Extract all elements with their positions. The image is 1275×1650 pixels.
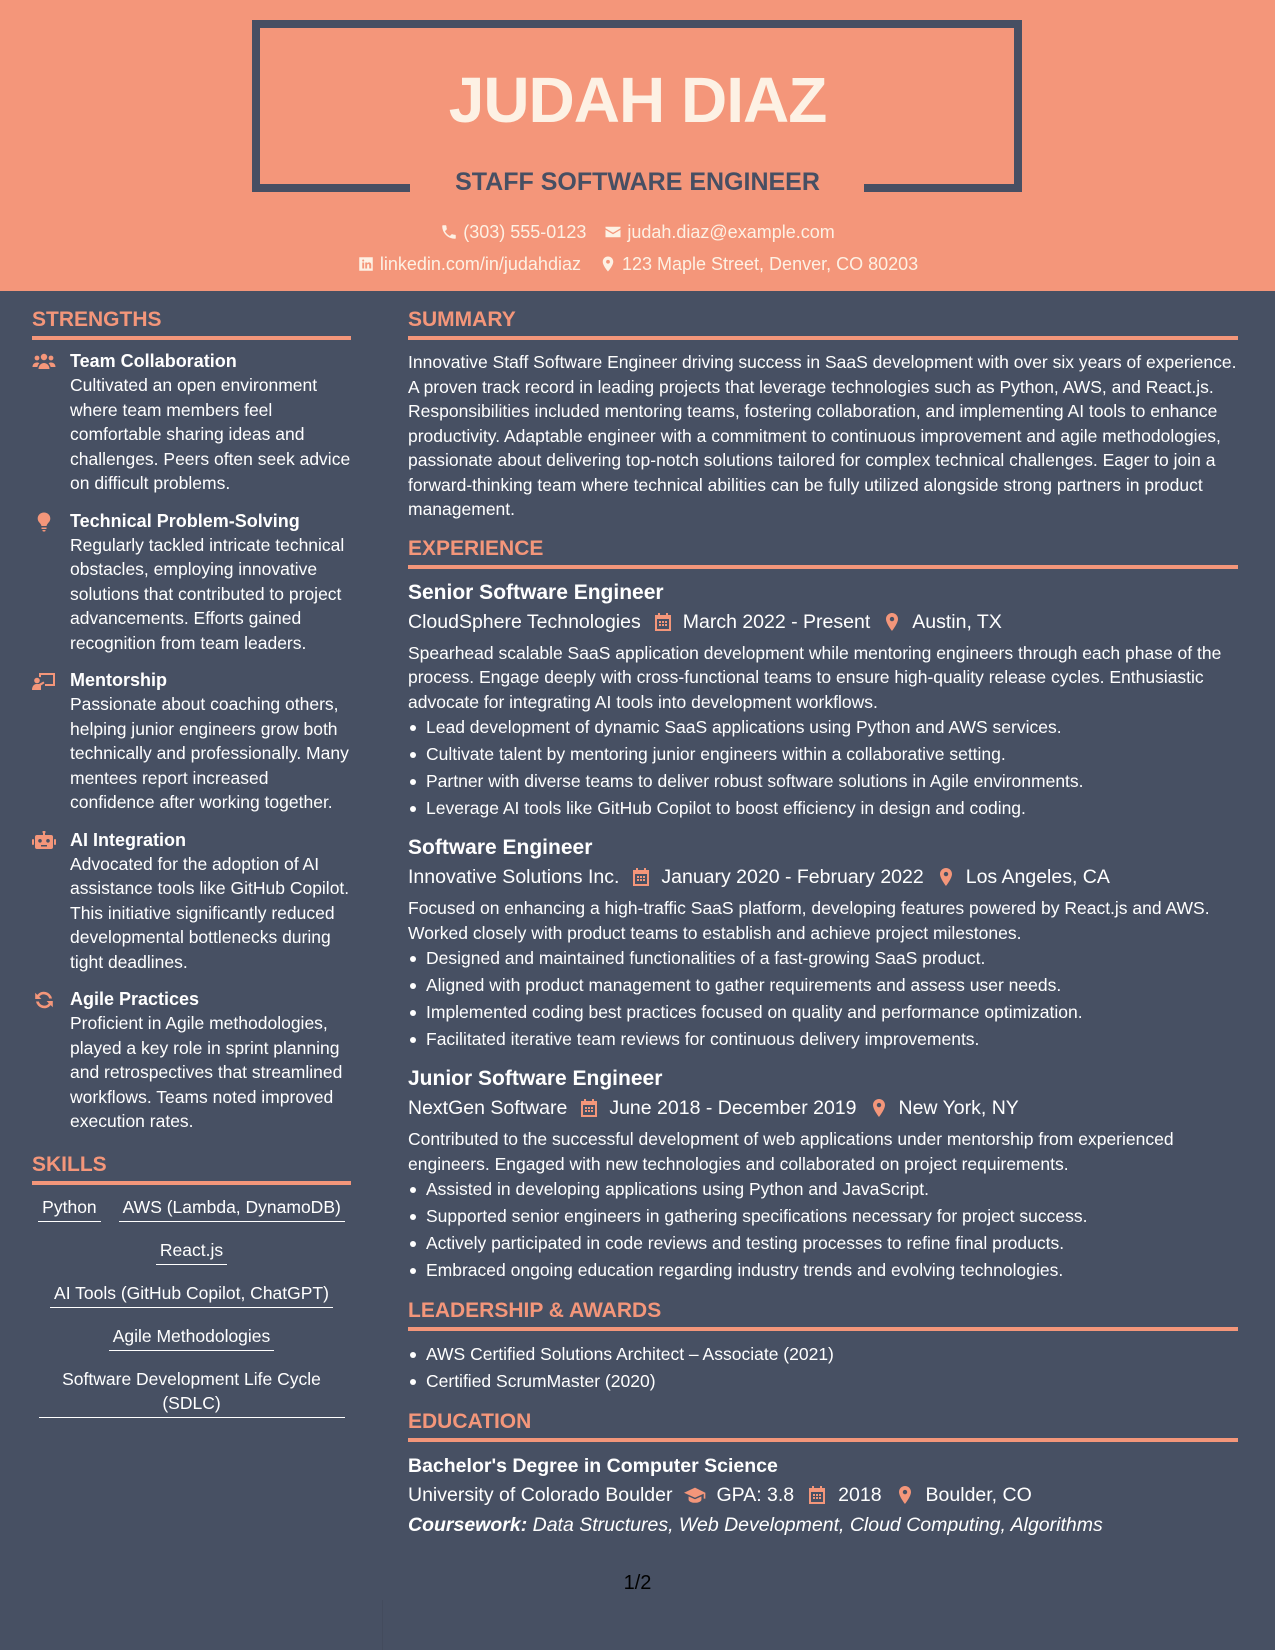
chalkboard-teacher-icon bbox=[32, 671, 56, 691]
job-description: Contributed to the successful development of web applications under mentorship from experienced engineers. Engaged with new technologies and collaborated on project requirements. bbox=[408, 1129, 1174, 1174]
skills-list bbox=[32, 1195, 351, 1418]
header bbox=[0, 0, 1275, 291]
linkedin-contact[interactable] bbox=[357, 253, 581, 275]
strength-item bbox=[32, 669, 351, 815]
awards-list bbox=[408, 1341, 1238, 1395]
calendar-icon bbox=[653, 612, 673, 632]
skill-tag: React.js bbox=[156, 1238, 227, 1265]
job-bullets bbox=[408, 1176, 1238, 1284]
strength-text: Cultivated an open environment where team members feel comfortable sharing ideas and challenges. Peers often seek advice on difficult problems. bbox=[70, 375, 351, 493]
job-company: NextGen Software bbox=[408, 1097, 568, 1119]
right-column bbox=[408, 305, 1238, 1540]
strength-title: Team Collaboration bbox=[70, 351, 237, 371]
users-icon bbox=[32, 352, 56, 372]
address-text: 123 Maple Street, Denver, CO 80203 bbox=[621, 254, 919, 274]
skill-tag: AI Tools (GitHub Copilot, ChatGPT) bbox=[50, 1281, 333, 1308]
strength-text: Advocated for the adoption of AI assistance tools like GitHub Copilot. This initiative significantly reduced developmental bottlenecks during tight deadlines. bbox=[70, 853, 350, 972]
job-dates: June 2018 - December 2019 bbox=[609, 1097, 857, 1119]
job-bullets bbox=[408, 714, 1238, 822]
strength-text: Passionate about coaching others, helping junior engineers grow both technically and professionally. Many mentees report increased confidence after working together. bbox=[70, 694, 349, 812]
skill-tag: Agile Methodologies bbox=[109, 1324, 275, 1351]
job-entry bbox=[408, 1065, 1238, 1284]
left-column bbox=[32, 305, 351, 1434]
edu-school: University of Colorado Boulder bbox=[408, 1484, 673, 1506]
map-marker-icon bbox=[599, 255, 617, 273]
job-dates: January 2020 - February 2022 bbox=[661, 866, 924, 888]
experience-heading: EXPERIENCE bbox=[408, 534, 1238, 569]
skill-tag: Software Development Life Cycle (SDLC) bbox=[39, 1367, 345, 1418]
list-item: Facilitated iterative team reviews for continuous delivery improvements. bbox=[408, 1026, 1238, 1053]
list-item: Designed and maintained functionalities of a fast-growing SaaS product. bbox=[408, 945, 1238, 972]
strengths-heading: STRENGTHS bbox=[32, 305, 351, 340]
contact-row-1 bbox=[0, 221, 1275, 243]
list-item: Actively participated in code reviews and testing processes to refine final products. bbox=[408, 1230, 1238, 1257]
graduation-cap-icon bbox=[684, 1485, 706, 1505]
page-number: 1/2 bbox=[623, 1572, 652, 1594]
strength-text: Regularly tackled intricate technical obstacles, employing innovative solutions that contributed to project advancements. Efforts gained recognition from team leaders. bbox=[70, 534, 345, 653]
job-location: Austin, TX bbox=[912, 610, 1002, 633]
edu-coursework bbox=[408, 1510, 1238, 1540]
map-marker-icon bbox=[936, 867, 956, 887]
strength-text: Proficient in Agile methodologies, played a key role in sprint planning and retrospectives that streamlined workflows. Teams noted improved execution rates. bbox=[70, 1013, 343, 1131]
candidate-name: JUDAH DIAZ bbox=[448, 64, 827, 136]
strength-item bbox=[32, 829, 351, 975]
job-entry bbox=[408, 579, 1238, 823]
email-text: judah.diaz@example.com bbox=[627, 222, 835, 242]
list-item: Supported senior engineers in gathering specifications necessary for project success. bbox=[408, 1203, 1238, 1230]
lightbulb-icon bbox=[32, 512, 56, 532]
column-divider bbox=[382, 1600, 383, 1650]
map-marker-icon bbox=[894, 1485, 916, 1505]
map-marker-icon bbox=[869, 1098, 889, 1118]
edu-meta bbox=[408, 1480, 1238, 1510]
job-company: Innovative Solutions Inc. bbox=[408, 866, 620, 888]
job-location: Los Angeles, CA bbox=[965, 866, 1110, 888]
job-location: New York, NY bbox=[898, 1097, 1019, 1119]
job-title: STAFF SOFTWARE ENGINEER bbox=[455, 168, 820, 196]
list-item: Aligned with product management to gather requirements and assess user needs. bbox=[408, 972, 1238, 999]
job-position: Software Engineer bbox=[408, 836, 593, 859]
list-item: Leverage AI tools like GitHub Copilot to boost efficiency in design and coding. bbox=[408, 795, 1238, 822]
awards-heading: LEADERSHIP & AWARDS bbox=[408, 1296, 1238, 1331]
job-dates: March 2022 - Present bbox=[682, 610, 871, 633]
job-company: CloudSphere Technologies bbox=[408, 610, 641, 633]
strength-item bbox=[32, 510, 351, 656]
job-description: Spearhead scalable SaaS application development while mentoring engineers through each phase of the process. Engage deeply with cross-functional teams to ensure high-quality release cycles. Enthusiastic advocate for integrating AI tools into development workflows. bbox=[408, 642, 1222, 712]
phone-text: (303) 555-0123 bbox=[463, 222, 587, 242]
job-description: Focused on enhancing a high-traffic SaaS platform, developing features powered by React.js and AWS. Worked closely with product teams to establish and achieve project milestones. bbox=[408, 898, 1210, 943]
strength-title: Agile Practices bbox=[70, 989, 200, 1009]
robot-icon bbox=[32, 831, 56, 851]
envelope-icon bbox=[604, 223, 622, 241]
skills-heading: SKILLS bbox=[32, 1150, 351, 1185]
edu-location: Boulder, CO bbox=[925, 1484, 1032, 1506]
list-item: Lead development of dynamic SaaS applications using Python and AWS services. bbox=[408, 714, 1238, 741]
calendar-icon bbox=[806, 1485, 828, 1505]
strength-item bbox=[32, 988, 351, 1134]
strength-title: Mentorship bbox=[70, 670, 167, 690]
edu-year: 2018 bbox=[838, 1484, 882, 1506]
skill-tag: AWS (Lambda, DynamoDB) bbox=[119, 1195, 345, 1222]
education-heading: EDUCATION bbox=[408, 1407, 1238, 1442]
sync-icon bbox=[32, 990, 56, 1010]
calendar-icon bbox=[631, 867, 651, 887]
strength-title: AI Integration bbox=[70, 829, 186, 850]
strength-item bbox=[32, 350, 351, 496]
summary-text: Innovative Staff Software Engineer driving success in SaaS development with over six years of experience. A proven track record in leading projects that leverage technologies such as Python, AWS, and React.js. Responsibilities included mentoring teams, fostering collaboration, and implementing AI tools to enhance productivity. Adaptable engineer with a commitment to continuous improvement and agile methodologies, passionate about delivering top-notch solutions tailored for complex technical challenges. Eager to join a forward-thinking team where technical abilities can be fully utilized alongside strong partners in product management. bbox=[408, 352, 1237, 519]
contact-row-2 bbox=[0, 253, 1275, 275]
list-item: Cultivate talent by mentoring junior engineers within a collaborative setting. bbox=[408, 741, 1238, 768]
linkedin-icon bbox=[357, 255, 375, 273]
map-marker-icon bbox=[882, 612, 902, 632]
list-item: Assisted in developing applications using Python and JavaScript. bbox=[408, 1176, 1238, 1203]
list-item: AWS Certified Solutions Architect – Associate (2021) bbox=[408, 1341, 1238, 1368]
address-contact bbox=[599, 253, 918, 275]
edu-degree: Bachelor's Degree in Computer Science bbox=[408, 1455, 778, 1477]
summary-heading: SUMMARY bbox=[408, 305, 1238, 340]
coursework-text: Data Structures, Web Development, Cloud Computing, Algorithms bbox=[532, 1514, 1103, 1536]
strength-title: Technical Problem-Solving bbox=[70, 510, 300, 531]
list-item: Certified ScrumMaster (2020) bbox=[408, 1368, 1238, 1395]
list-item: Embraced ongoing education regarding industry trends and evolving technologies. bbox=[408, 1257, 1238, 1284]
coursework-label: Coursework: bbox=[408, 1514, 528, 1536]
job-position: Junior Software Engineer bbox=[408, 1067, 663, 1090]
job-position: Senior Software Engineer bbox=[408, 580, 664, 604]
list-item: Partner with diverse teams to deliver robust software solutions in Agile environments. bbox=[408, 768, 1238, 795]
list-item: Implemented coding best practices focused on quality and performance optimization. bbox=[408, 999, 1238, 1026]
job-entry bbox=[408, 834, 1238, 1053]
edu-gpa: GPA: 3.8 bbox=[716, 1484, 795, 1506]
phone-contact[interactable] bbox=[440, 221, 586, 243]
email-contact[interactable] bbox=[604, 221, 834, 243]
skill-tag: Python bbox=[38, 1195, 100, 1222]
job-bullets bbox=[408, 945, 1238, 1053]
calendar-icon bbox=[579, 1098, 599, 1118]
phone-icon bbox=[440, 223, 458, 241]
linkedin-text: linkedin.com/in/judahdiaz bbox=[379, 254, 581, 274]
